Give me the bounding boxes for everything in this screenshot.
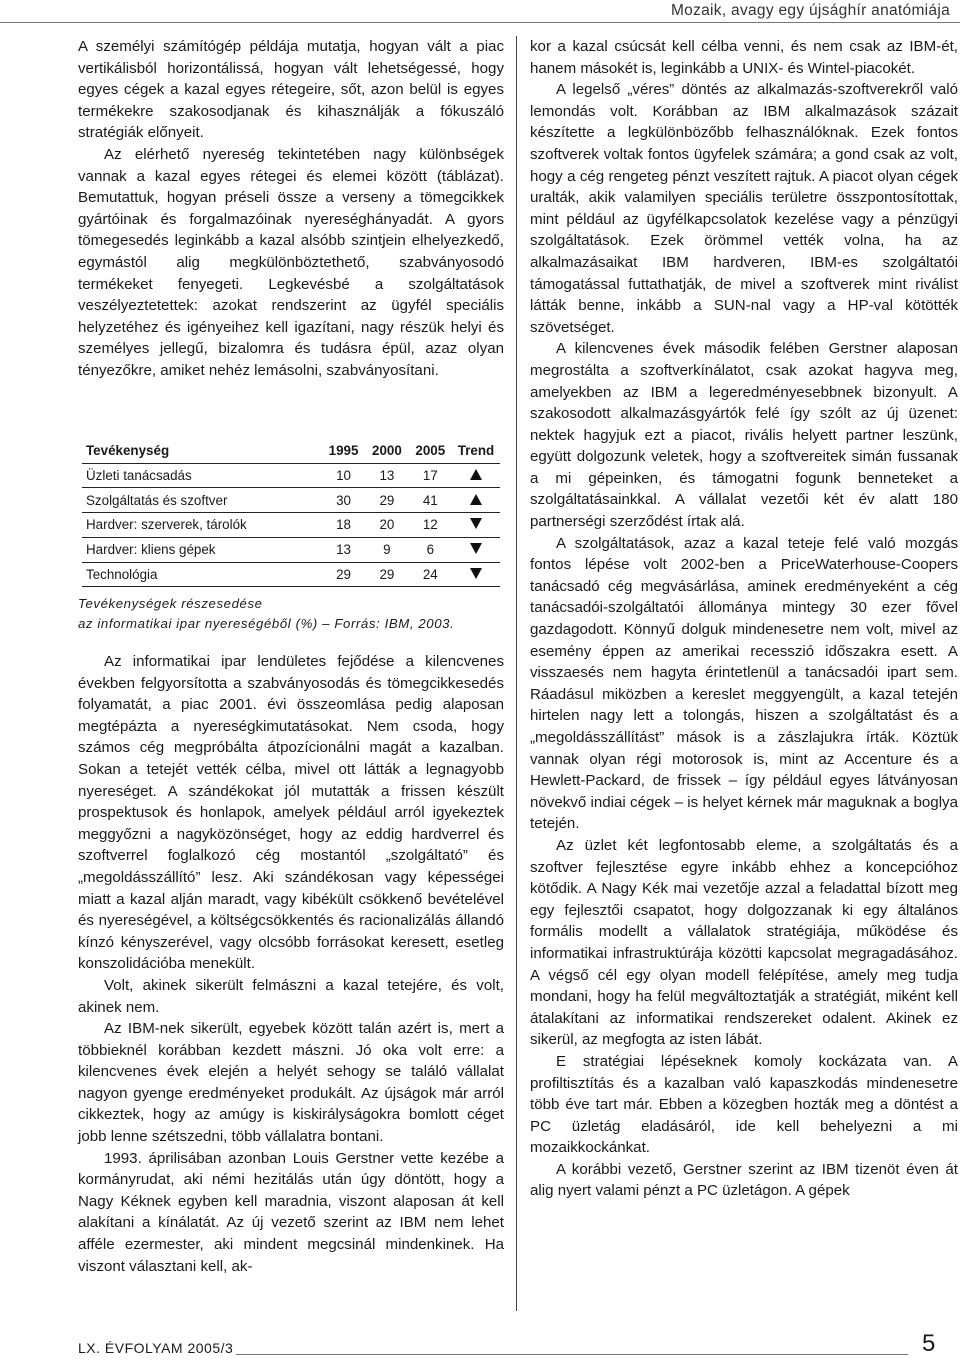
table-row bbox=[82, 488, 500, 513]
cell-1995: 30 bbox=[322, 488, 365, 513]
right-paragraph-5: Az üzlet két legfontosabb eleme, a szolgáltatás és a szoftver fejlesztése egyre inkább ehhez a koncepcióhoz kötődik. A Nagy Kék mai vezetője azzal a feladattal bízott meg egy fejlesztői csapatot, hogy dolgozzanak ki egy általános formális modellt a vállalatok stratégiája, működése és informatikai infrastruktúrája közötti kapcsolat megragadásához. A végső cél egy olyan modell felépítése, amely meg tudja mondani, hogy ha felül megváltoztatják a stratégiát, miként kell átalakítani az informatikai rendszereket odalent. Akinek ez sikerül, az megfogta az isten lábát. bbox=[530, 836, 958, 1049]
table-row bbox=[82, 513, 500, 538]
right-paragraph-6: E stratégiai lépéseknek komoly kockázata van. A profiltisztítás és a kazalban való kapaszkodás mindenesetre több éve tart már. Ebben a közegben hozták meg a döntést a PC üzletág eladásáról, ide kell behelyezni a mi mozaikkockánkat. bbox=[530, 1052, 958, 1157]
header-2005: 2005 bbox=[409, 438, 452, 463]
trend-down-icon bbox=[470, 568, 482, 579]
trend-up-icon bbox=[470, 494, 482, 505]
cell-activity: Hardver: szerverek, tárolók bbox=[82, 513, 322, 538]
cell-trend bbox=[452, 537, 500, 562]
profit-share-table bbox=[82, 438, 500, 587]
header-activity: Tevékenység bbox=[82, 438, 322, 463]
right-column bbox=[530, 36, 958, 1202]
left-paragraph-6: 1993. áprilisában azonban Louis Gerstner vette kezébe a kormányrudat, aki némi hezitálás után úgy döntött, hogy a Nagy Kéknek egyben kell maradnia, viszont alaposan át kell alakítani a kínálatát. Az új vezető szerint az IBM nem lehet afféle ezermester, aki mindent megcsinál mindenkinek. Ha viszont választani kell, ak- bbox=[78, 1149, 504, 1275]
cell-2005: 41 bbox=[409, 488, 452, 513]
left-paragraph-5: Az IBM-nek sikerült, egyebek között talán azért is, mert a többieknél korábban kezdett mászni. Jó oka volt erre: a kilencvenes évek elején a helyét sehogy se találó vállalat nagyon gyenge eredményeket produkált. Az újságok már arról cikkeztek, hogy az amúgy is kiskirályságokra bomlott céget jobb lenne szétszedni, több vállalatra bontani. bbox=[78, 1020, 504, 1146]
header-rule-line bbox=[0, 22, 960, 23]
cell-trend bbox=[452, 488, 500, 513]
caption-line-2: az informatikai ipar nyereségéből (%) – Forrás: IBM, 2003. bbox=[78, 616, 455, 631]
cell-1995: 13 bbox=[322, 537, 365, 562]
right-paragraph-2: A legelső „véres” döntés az alkalmazás-szoftverekről való lemondás volt. Korábban az IBM alkalmazások százait készítette a legkülönbözőbb felhasználóknak. Ezek fontos szoftverek voltak fontos ügyfelek számára; a gond csak az volt, hogy a cég rengeteg pénzt veszített rajtuk. A piacot olyan cégek uralták, akik valamilyen speciális területre összpontosítottak, mint például az ügyfélkapcsolatok kezelése vagy a pénzügyi szolgáltatások. Ezek örömmel vették volna, ha az alkalmazásaikat IBM hardveren, IBM-es szolgáltatói támogatással futtathatják, de mivel a szoftverek mint riválist látták benne, inkább a SUN-nal vagy a HP-val kötötték szövetséget. bbox=[530, 81, 958, 336]
table-row bbox=[82, 537, 500, 562]
left-paragraph-3: Az informatikai ipar lendületes fejődése a kilencvenes években felgyorsította a szabványosodás és tömegcikkesedés folyamatát, a piac 2001. évi összeomlása pedig alaposan megtépázta a nyereségkimutatásokat. Nem csoda, hogy számos cég megpróbálta átpozícionálni magát a kazalban. Sokan a tetejét vették célba, mivel ott látták a legnagyobb nyereséget. A szándékokat jól mutatták a frissen készült prospektusok és honlapok, amelyek például arról igyekeztek meggyőzni a nagyközönséget, hogy az eddig hardverrel és szoftverrel foglalkozó cég mostantól „szolgáltató” és „megoldásszállító” lesz. Aki szándékosan vagy képességei miatt a kazal alján maradt, vagy kibékült csökkenő bevételével és nyereségével, a költségcsökkentés és racionalizálás állandó kínzó kényszerével, vagy olcsóbb forrásokat keresett, esetleg konszolidációba menekült. bbox=[78, 653, 504, 973]
column-divider bbox=[516, 36, 517, 1311]
cell-2005: 12 bbox=[409, 513, 452, 538]
right-paragraph-1: kor a kazal csúcsát kell célba venni, és nem csak az IBM-ét, hanem másokét is, leginkább a UNIX- és Wintel-piacokét. bbox=[530, 38, 958, 77]
page-number: 5 bbox=[922, 1330, 936, 1357]
trend-up-icon bbox=[470, 469, 482, 480]
left-paragraph-2: Az elérhető nyereség tekintetében nagy különbségek vannak a kazal egyes rétegei és elemei között (táblázat). Bemutattuk, hogyan préseli össze a verseny a tömegcikkek gyártóinak és forgalmazóinak nyereséghányadát. A gyors tömegesedés leginkább a kazal alsóbb szintjein elhelyezkedő, egymástól alig megkülönböztethető, szabványosodó termékeket fenyegeti. Legkevésbé a szolgáltatások veszélyeztetettek: azokat rendszerint az ügyfél speciális helyzetéhez és igényeihez kell igazítani, nagy részük helyi és személyes jellegű, bizalomra és tudásra épül, azaz olyan tényezőkre, amiket nehéz lemásolni, szabványosítani. bbox=[78, 145, 504, 379]
cell-2000: 29 bbox=[365, 488, 408, 513]
cell-activity: Üzleti tanácsadás bbox=[82, 463, 322, 488]
table-row bbox=[82, 562, 500, 587]
cell-2005: 6 bbox=[409, 537, 452, 562]
left-paragraph-4: Volt, akinek sikerült felmászni a kazal tetejére, és volt, akinek nem. bbox=[78, 976, 504, 1016]
cell-activity: Szolgáltatás és szoftver bbox=[82, 488, 322, 513]
left-column bbox=[78, 36, 504, 382]
cell-2005: 24 bbox=[409, 562, 452, 587]
cell-2000: 29 bbox=[365, 562, 408, 587]
cell-2000: 20 bbox=[365, 513, 408, 538]
right-paragraph-3: A kilencvenes évek második felében Gerstner alaposan megrostálta a szoftverkínálatot, csak azokat hagyva meg, amelyekben az IBM a legeredményesebbnek bizonyult. A szakosodott alkalmazásgyártók felé így szólt az új üzenet: nektek hagyjuk ezt a piacot, rivális helyett partner leszünk, együtt dolgozunk veletek, hogy a szoftvereitek simán fussanak a mi gépeinken, és támogatni fogunk benneteket a szolgáltatásainkkal. A vállalat vezetői két év alatt 180 partnerségi szerződést írtak alá. bbox=[530, 340, 958, 531]
cell-activity: Hardver: kliens gépek bbox=[82, 537, 322, 562]
cell-trend bbox=[452, 513, 500, 538]
cell-1995: 18 bbox=[322, 513, 365, 538]
footer-rule-line bbox=[236, 1354, 908, 1355]
cell-2000: 13 bbox=[365, 463, 408, 488]
caption-line-1: Tevékenységek részesedése bbox=[78, 596, 263, 611]
footer-issue: LX. ÉVFOLYAM 2005/3 bbox=[78, 1340, 234, 1356]
trend-down-icon bbox=[470, 543, 482, 554]
header-1995: 1995 bbox=[322, 438, 365, 463]
cell-1995: 29 bbox=[322, 562, 365, 587]
header-2000: 2000 bbox=[365, 438, 408, 463]
table-row bbox=[82, 463, 500, 488]
left-paragraph-1: A személyi számítógép példája mutatja, hogyan vált a piac vertikálisból horizontálissá, hogyan vált lehetségessé, hogy egyes cégek a kazal egyes rétegeire, sőt, azon belül is egyes termékekre szakosodjanak és kihasználják a fókuszáló stratégiák előnyeit. bbox=[78, 38, 504, 142]
cell-2000: 9 bbox=[365, 537, 408, 562]
left-column-lower bbox=[78, 651, 504, 1277]
cell-trend bbox=[452, 463, 500, 488]
running-header-title: Mozaik, avagy egy újsághír anatómiája bbox=[663, 2, 950, 20]
table-caption bbox=[78, 594, 454, 634]
table-header-row bbox=[82, 438, 500, 463]
right-paragraph-7: A korábbi vezető, Gerstner szerint az IBM tizenöt éven át alig nyert valami pénzt a PC üzletágon. A gépek bbox=[530, 1160, 958, 1200]
cell-2005: 17 bbox=[409, 463, 452, 488]
right-paragraph-4: A szolgáltatások, azaz a kazal teteje felé való mozgás fontos lépése volt 2002-ben a PriceWaterhouse-Coopers tanácsadó cég megvásárlása, aminek eredményeként a cég tanácsadói-szolgáltatói állománya mintegy 30 ezer fővel gazdagodott. Könnyű dolguk mindenesetre nem volt, mivel az esemény éppen az amerikai recesszió időszakra esett. A visszaesés nem hagyta érintetlenül a tanácsadói ipart sem. Ráadásul miközben a kereslet meggyengült, a kazal tetején hirtelen nagy lett a tolongás, hiszen a szolgáltatást és a „megoldásszállítást” mások is a zászlajukra írták. Köztük vannak olyan régi motorosok is, mint az Accenture és a Hewlett-Packard, de frissek – így például egyes látványosan növekvő indiai cégek – is helyet kérnek már maguknak a boglya tetején. bbox=[530, 534, 958, 833]
header-trend: Trend bbox=[452, 438, 500, 463]
cell-trend bbox=[452, 562, 500, 587]
cell-1995: 10 bbox=[322, 463, 365, 488]
running-header bbox=[0, 0, 960, 30]
trend-down-icon bbox=[470, 518, 482, 529]
cell-activity: Technológia bbox=[82, 562, 322, 587]
